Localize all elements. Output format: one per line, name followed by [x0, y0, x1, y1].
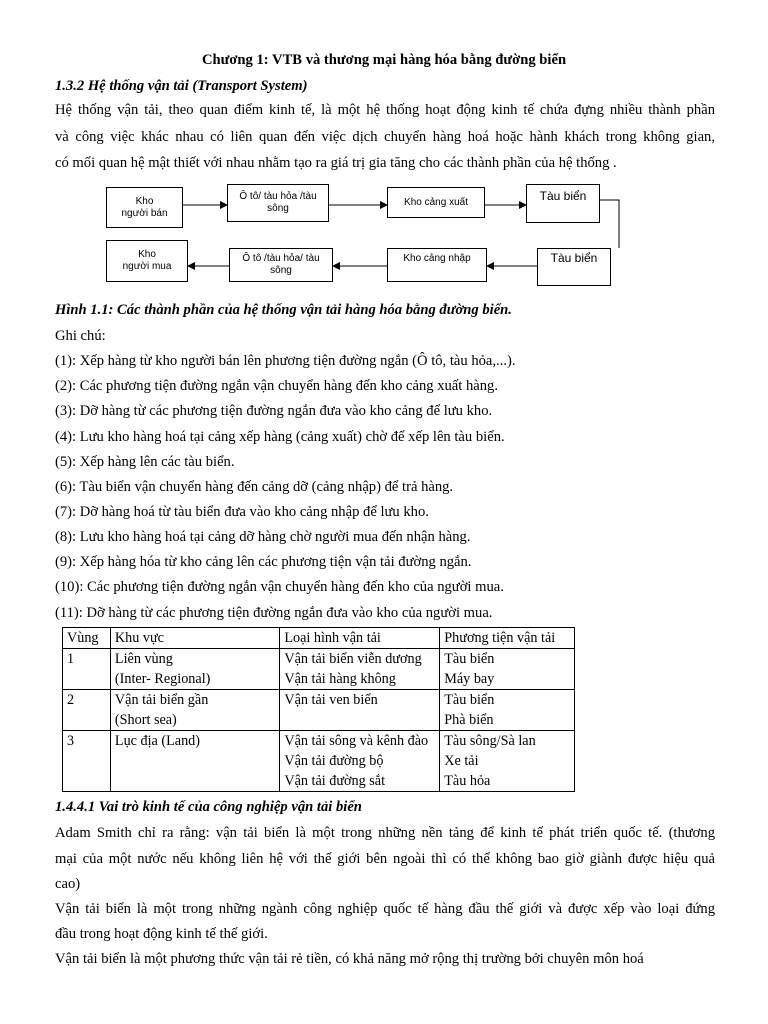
- transport-modes-table: [62, 627, 575, 792]
- header-mode: Loại hình vận tải: [280, 628, 440, 649]
- note-item: (10): Các phương tiện đường ngắn vận chuyển hàng đến kho của người mua.: [55, 579, 504, 595]
- area-cell: [110, 690, 279, 731]
- vehicle-text: Máy bay: [444, 671, 495, 687]
- intro-line: và công việc khác nhau có liên quan đến việc dịch chuyển hàng hoá hoặc hành khách trong không gian,: [55, 129, 715, 145]
- header-vehicle: Phương tiện vận tải: [440, 628, 575, 649]
- vehicle-text: Tàu biển: [444, 692, 495, 708]
- table-row: [63, 649, 575, 690]
- note-item: (4): Lưu kho hàng hoá tại cảng xếp hàng (cảng xuất) chờ để xếp lên tàu biển.: [55, 429, 505, 445]
- mode-text: Vận tải sông và kênh đào: [284, 733, 429, 749]
- vehicle-cell: [440, 731, 575, 792]
- intro-line: có mối quan hệ mật thiết với nhau nhằm tạo ra giá trị gia tăng cho các thành phần của hệ thống .: [55, 155, 617, 171]
- note-item: (5): Xếp hàng lên các tàu biển.: [55, 454, 235, 470]
- mode-text: Vận tải hàng không: [284, 671, 396, 687]
- area-cell: [110, 731, 279, 792]
- note-item: (8): Lưu kho hàng hoá tại cảng dỡ hàng chờ người mua đến nhận hàng.: [55, 529, 471, 545]
- note-item: (6): Tàu biển vận chuyển hàng đến cảng dỡ (cảng nhập) để trả hàng.: [55, 479, 454, 495]
- mode-cell: [280, 649, 440, 690]
- vehicle-text: Tàu hỏa: [444, 773, 491, 789]
- table-row: [63, 731, 575, 792]
- table-row: [63, 690, 575, 731]
- zone-cell: 3: [63, 731, 111, 792]
- import-port-node: Kho cảng nhập: [387, 248, 487, 282]
- mode-text: Vận tải đường bộ: [284, 753, 384, 769]
- vehicle-cell: [440, 690, 575, 731]
- paragraph-line: mại của một nước nếu không liên hệ với thế giới bên ngoài thì có thể không bao giờ giành được hiệu quả: [55, 851, 715, 867]
- table-header-row: [63, 628, 575, 649]
- area-text: Lục địa (Land): [114, 733, 201, 749]
- ship-out-node: Tàu biển: [526, 184, 600, 223]
- vehicle-text: Xe tải: [444, 753, 479, 769]
- zone-cell: 1: [63, 649, 111, 690]
- export-port-node: Kho cảng xuất: [387, 187, 485, 218]
- note-item: (2): Các phương tiện đường ngắn vận chuyển hàng đến kho cảng xuất hàng.: [55, 378, 499, 394]
- flow-connector: [600, 200, 619, 248]
- note-item: (7): Dỡ hàng hoá từ tàu biển đưa vào kho cảng nhập để lưu kho.: [55, 504, 429, 520]
- mode-text: Vận tải ven biển: [284, 692, 378, 708]
- section-heading: 1.3.2 Hệ thống vận tải (Transport System): [55, 78, 308, 94]
- area-text: (Short sea): [114, 712, 177, 728]
- mode-cell: [280, 690, 440, 731]
- figure-caption: Hình 1.1: Các thành phần của hệ thống vận tải hàng hóa bằng đường biển.: [55, 302, 512, 318]
- area-text: (Inter- Regional): [114, 671, 211, 687]
- notes-label: Ghi chú:: [55, 328, 106, 344]
- area-text: Vận tải biển gần: [114, 692, 209, 708]
- section2-heading: 1.4.4.1 Vai trò kinh tế của công nghiệp vận tải biển: [55, 799, 362, 815]
- mode-cell: [280, 731, 440, 792]
- header-zone: Vùng: [63, 628, 111, 649]
- note-item: (3): Dỡ hàng từ các phương tiện đường ngắn đưa vào kho cảng để lưu kho.: [55, 403, 493, 419]
- paragraph-line: Adam Smith chỉ ra rằng: vận tải biển là một trong những nền tảng để kinh tế phát triển quốc tế. (thương: [55, 825, 715, 841]
- vehicle-text: Phà biển: [444, 712, 494, 728]
- land-transport-out-node: Ô tô/ tàu hỏa /tàu sông: [227, 184, 329, 222]
- mode-text: Vận tải biển viễn dương: [284, 651, 422, 667]
- buyer-warehouse-node: Kho người mua: [106, 240, 188, 282]
- intro-line: Hệ thống vận tải, theo quan điểm kinh tế, là một hệ thống hoạt động kinh tế chứa đựng nhiều thành phần: [55, 102, 715, 118]
- note-item: (11): Dỡ hàng từ các phương tiện đường ngắn đưa vào kho của người mua.: [55, 605, 493, 621]
- header-area: Khu vực: [110, 628, 279, 649]
- page-title: Chương 1: VTB và thương mại hàng hóa bằng đường biển: [201, 52, 567, 68]
- ship-in-node: Tàu biển: [537, 248, 611, 286]
- paragraph-line: cao): [55, 876, 81, 892]
- mode-text: Vận tải đường sắt: [284, 773, 386, 789]
- paragraph-line: đầu trong hoạt động kinh tế thế giới.: [55, 926, 268, 942]
- land-transport-in-node: Ô tô /tàu hỏa/ tàu sông: [229, 248, 333, 282]
- zone-cell: 2: [63, 690, 111, 731]
- paragraph-line: Vận tải biển là một phương thức vận tải rẻ tiền, có khả năng mở rộng thị trường bởi chuyên môn hoá: [55, 951, 644, 967]
- area-cell: [110, 649, 279, 690]
- vehicle-text: Tàu sông/Sà lan: [444, 733, 536, 749]
- seller-warehouse-node: Kho người bán: [106, 187, 183, 228]
- area-text: Liên vùng: [114, 651, 173, 667]
- note-item: (9): Xếp hàng hóa từ kho cảng lên các phương tiện vận tải đường ngắn.: [55, 554, 472, 570]
- note-item: (1): Xếp hàng từ kho người bán lên phương tiện đường ngắn (Ô tô, tàu hỏa,...).: [55, 353, 516, 369]
- paragraph-line: Vận tải biển là một trong những ngành công nghiệp quốc tế hàng đầu thế giới và được xếp vào loại đứng: [55, 901, 715, 917]
- vehicle-cell: [440, 649, 575, 690]
- vehicle-text: Tàu biển: [444, 651, 495, 667]
